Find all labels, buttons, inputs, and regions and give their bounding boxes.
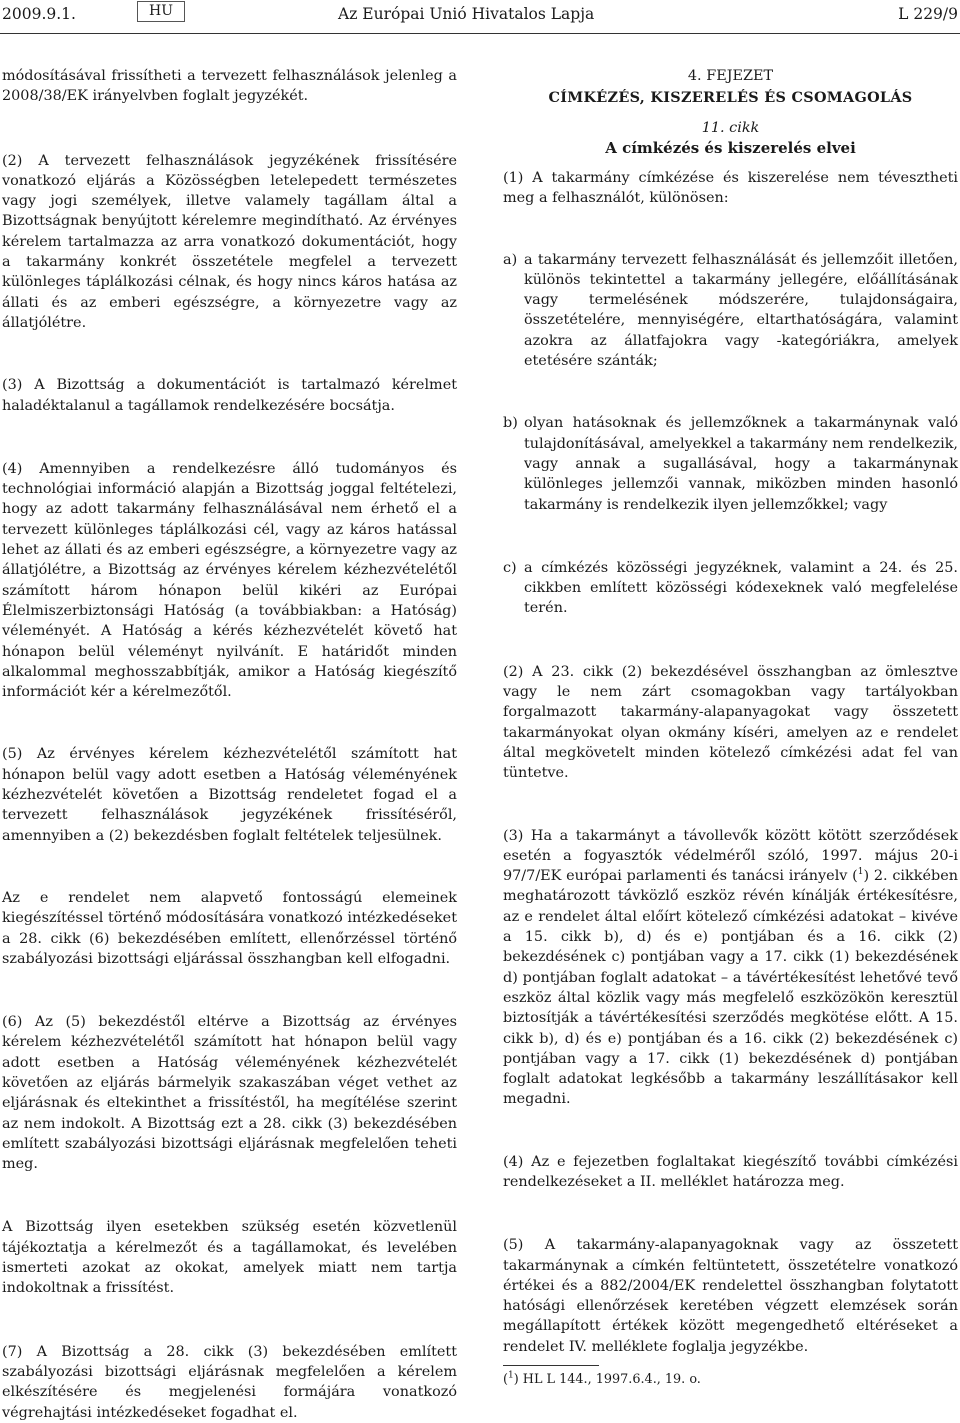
publication-date: 2009.9.1. <box>2 5 76 23</box>
list-text: a címkézés közösségi jegyzéknek, valamint a 24. és 25. cikkben említett közösségi kódexeknek való megfelelése terén. <box>524 559 958 617</box>
journal-title: Az Európai Unió Hivatalos Lapja <box>338 5 595 23</box>
chapter-title: CÍMKÉZÉS, KISZERELÉS ÉS CSOMAGOLÁS <box>548 89 913 106</box>
paragraph-5-sub: Az e rendelet nem alapvető fontosságú elemeinek kiegészítéssel történő módosítására vonatkozó intézkedéseket a 28. cikk (6) bekezdésében említett, ellenőrzéssel történő szabályozási bizottsági eljárással összhangban kell elfogadni. <box>2 889 457 967</box>
article-title: A címkézés és kiszerelés elvei <box>605 139 856 157</box>
list-label: c) <box>503 559 517 576</box>
chapter-number: 4. FEJEZET <box>687 68 774 84</box>
list-item-a <box>503 250 958 372</box>
paragraph-4: (4) Amennyiben a rendelkezésre álló tudományos és technológiai információ alapján a Bizottság joggal feltételezi, hogy az adott takarmány felhasználásával nem érhető el a tervezett különleges táplálkozási cél, vagy az káros hatással lehet az állati és az emberi egészségre, a környezetre vagy az állatjólétre, a Bizottság az érvényes kérelem kézhezvételétől számított három hónapon belül kikéri az Európai Élelmiszerbiztonsági Hatóság (a továbbiakban: a Hatóság) véleményét. A Hatóság a kérés kézhezvételét követő hat hónapon belül véleményt nyilvánít. E határidőt minden alkalommal meghosszabbítják, amikor a Hatóság kiegészítő információt kér a kérelmezőtől. <box>2 460 457 701</box>
paragraph-6: (6) Az (5) bekezdéstől eltérve a Bizottság az érvényes kérelem kézhezvételétől számított hat hónapon belül vagy adott esetben a Hatóság véleményének kézhezvételét követően az eljárás bármelyik szakaszában véget vethet az eljárásnak és eltekinthet a frissítéstől, ha megítélése szerint az nem indokolt. A Bizottság ezt a 28. cikk (3) bekezdésében említett szabályozási bizottsági eljárásnak megfelelően teheti meg. <box>2 1014 457 1173</box>
footnote-ref: 1 <box>857 867 864 878</box>
list-label: a) <box>503 251 518 268</box>
paragraph-7: (7) A Bizottság a 28. cikk (3) bekezdésében említett szabályozási bizottsági eljárásnak megfelelően a kérelem elkészítésére és megjelenési formájára vonatkozó végrehajtási intézkedéseket fogadhat el. <box>2 1343 457 1421</box>
paragraph-continuation: módosításával frissítheti a tervezett felhasználások jelenleg a 2008/38/EK irányelvben foglalt jegyzékét. <box>2 68 457 105</box>
paragraph-2: (2) A tervezett felhasználások jegyzékének frissítésére vonatkozó eljárás a Közösségben letelepedett természetes vagy jogi személyek, illetve valamely tagállam által a Bizottságnak benyújtott kérelemre megindítható. Az érvényes kérelem tartalmazza az arra vonatkozó dokumentációt, hogy a takarmány konkrét összetétele megfelel a tervezett különleges táplálkozási célnak, és hogy nincs káros hatása az állati és az emberi egészségre, a környezetre vagy az állatjólétre. <box>2 152 457 331</box>
page-header <box>0 0 960 34</box>
language-badge: HU <box>137 1 185 22</box>
article-number: 11. cikk <box>701 120 760 136</box>
paragraph-r4: (4) Az e fejezetben foglaltakat kiegészítő további címkézési rendelkezéseket a II. melléklet határozza meg. <box>503 1153 958 1190</box>
right-column <box>503 66 958 1357</box>
footnote-rule <box>503 1365 599 1366</box>
footnote: ($^1$) HL L 144., 1997.6.4., 19. o. <box>503 1370 701 1387</box>
header-rule <box>0 33 960 34</box>
paragraph-r1: (1) A takarmány címkézése és kiszerelése nem tévesztheti meg a felhasználót, különösen: <box>503 170 958 207</box>
list-text: a takarmány tervezett felhasználását és jellemzőit illetően, különös tekintettel a takarmány jellegére, előállításának vagy termelésének módszerére, tulajdonságaira, összetételére, mennyiségére, eltarthatóságára, valamint azokra az állatfajokra vagy -kategóriákra, amelyek etetésére szánták; <box>524 251 958 370</box>
paragraph-6-sub: A Bizottság ilyen esetekben szükség esetén közvetlenül tájékoztatja a kérelmezőt és a tagállamokat, és levelében ismerteti azokat az okokat, amelyek miatt nem tartja indokoltnak a frissítést. <box>2 1219 457 1297</box>
paragraph-r3 <box>503 826 958 1110</box>
left-column <box>2 66 457 1423</box>
footnote-marker: 1 <box>508 1370 514 1381</box>
paragraph-r2: (2) A 23. cikk (2) bekezdésével összhangban az ömlesztve vagy le nem zárt csomagokban vagy tartályokban forgalmazott takarmány-alapanyagokat vagy összetett takarmányokat olyan okmány kíséri, amelyen az e rendelet által megkövetelt minden kötelező címkézési adat fel van tüntetve. <box>503 663 958 782</box>
paragraph-r3-text-a: (3) Ha a takarmányt a távollevők között kötött szerződések esetén a fogyasztók védelméről szóló, 1997. május 20-i 97/7/EK európai parlamenti és tanácsi irányelv ( <box>503 827 958 885</box>
paragraph-3: (3) A Bizottság a dokumentációt is tartalmazó kérelmet haladéktalanul a tagállamok rendelkezésére bocsátja. <box>2 377 457 414</box>
list-label: b) <box>503 415 518 432</box>
list-item-c <box>503 558 958 619</box>
list-item-b <box>503 413 958 514</box>
paragraph-r3-text-b: ) 2. cikkében meghatározott távközlő eszköz révén kínálják értékesítésre, az e rendelet által előírt kötelező címkézési adatokat – kivéve a 15. cikk b), d) és e) pontjában és a 16. cikk (2) bekezdésének c) pontjában vagy a 17. cikk (1) bekezdésének d) pontjában foglalt adatokat – a távértékesítést lehetővé tevő eszköz által közlik vagy más megfelelő eszközökön keresztül biztosítják a távértékesítési szerződés megkötése előtt. A 15. cikk b), d) és e) pontjában és a 16. cikk (2) bekezdésének c) pontjában vagy a 17. cikk (1) bekezdésének d) pontjában foglalt adatokat legkésőbb a takarmány leszállításakor kell megadni. <box>503 868 958 1108</box>
footnote-text: ) HL L 144., 1997.6.4., 19. o. <box>513 1372 701 1387</box>
list-text: olyan hatásoknak és jellemzőknek a takarmánynak való tulajdonításával, amelyekkel a takarmány nem rendelkezik, vagy annak a sugallásával, hogy a takarmánynak különleges jellemzői vannak, miközben minden hasonló takarmány is rendelkezik ilyen jellemzőkkel; vagy <box>524 415 958 513</box>
page-number: L 229/9 <box>898 5 958 23</box>
paragraph-5: (5) Az érvényes kérelem kézhezvételétől számított hat hónapon belül vagy adott esetben a Hatóság véleményének kézhezvételét követően a Bizottság rendeletet fogad el a tervezett felhasználások jegyzékének frissítéséről, amennyiben a (2) bekezdésben foglalt feltételek teljesülnek. <box>2 746 457 844</box>
paragraph-r5: (5) A takarmány-alapanyagoknak vagy az összetett takarmánynak a címkén feltüntetett, összetételre vonatkozó értékei és a 882/2004/EK rendelettel összhangban folytatott hatósági ellenőrzések keretében végzett elemzések során megállapított értékek között megengedhető eltéréseket a rendelet IV. melléklete foglalja jegyzékbe. <box>503 1237 958 1355</box>
